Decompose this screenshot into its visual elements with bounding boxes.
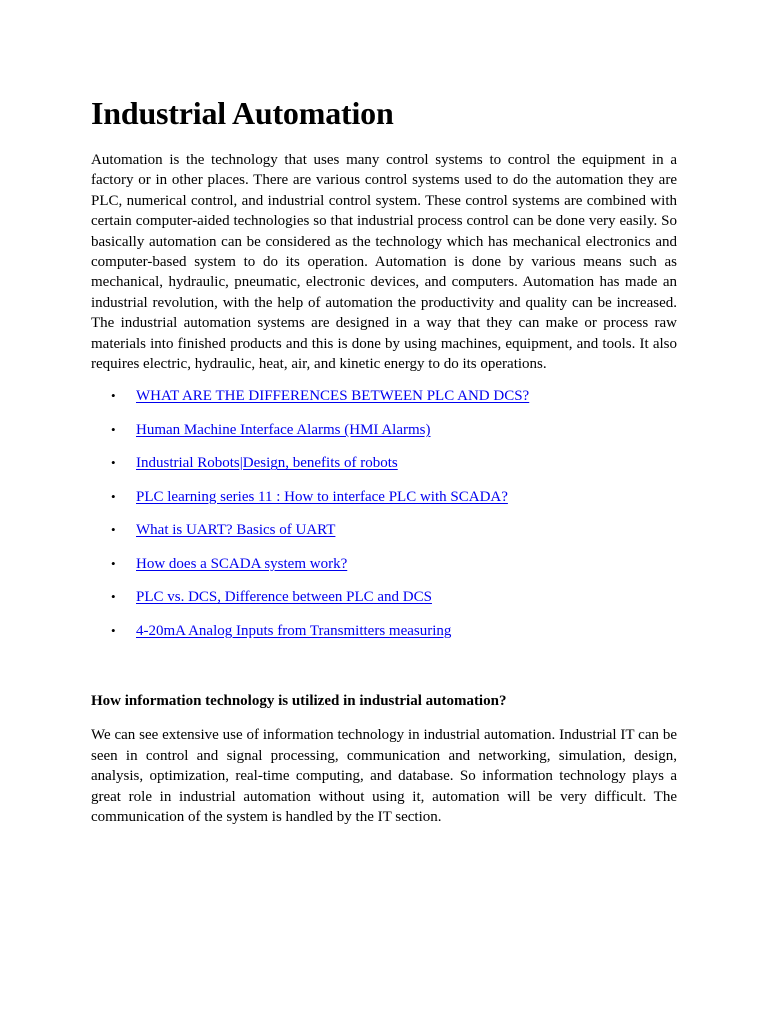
bullet-icon: •: [111, 522, 116, 538]
list-item: [91, 487, 677, 521]
list-item: [91, 621, 677, 655]
section-paragraph: We can see extensive use of information technology in industrial automation. Industrial IT can be seen in control and signal processing, communication and networking, simulation, design, analysis, optimization, real-time computing, and database. So information technology plays a great role in industrial automation without using it, automation will be very difficult. The communication of the system is handled by the IT section.: [91, 727, 677, 826]
bullet-icon: •: [111, 388, 116, 404]
link-uart-basics[interactable]: What is UART? Basics of UART: [136, 522, 336, 539]
bullet-icon: •: [111, 555, 116, 571]
intro-paragraph: Automation is the technology that uses many control systems to control the equipment in a factory or in other places. There are various control systems used to do the automation they are PLC, numerical control, and industrial control system. These control systems are combined with certain computer-aided technologies so that industrial process control can be done very easily. So basically automation can be considered as the technology which has mechanical electronics and computer-based system to do its operation. Automation is done by various means such as mechanical, hydraulic, pneumatic, electronic devices, and computers. Automation has made an industrial revolution, with the help of automation the productivity and quality can be increased. The industrial automation systems are designed in a way that they can make or process raw materials into finished products and this is done by using machines, equipment, and tools. It also requires electric, hydraulic, heat, air, and kinetic energy to do its operations.: [91, 152, 677, 373]
list-item: [91, 453, 677, 487]
link-4-20ma-analog-inputs[interactable]: 4-20mA Analog Inputs from Transmitters measuring: [136, 622, 452, 639]
bullet-icon: •: [111, 421, 116, 437]
section-heading: How information technology is utilized in industrial automation?: [91, 693, 507, 710]
bullet-icon: •: [111, 622, 116, 638]
bullet-icon: •: [111, 455, 116, 471]
link-hmi-alarms[interactable]: Human Machine Interface Alarms (HMI Alarms): [136, 421, 431, 438]
list-item: [91, 554, 677, 588]
document-content: [91, 92, 677, 828]
bullet-icon: •: [111, 488, 116, 504]
list-item: [91, 520, 677, 554]
link-plc-vs-dcs[interactable]: PLC vs. DCS, Difference between PLC and DCS: [136, 589, 432, 606]
list-item: [91, 587, 677, 621]
bullet-icon: •: [111, 589, 116, 605]
link-plc-scada-interface[interactable]: PLC learning series 11 : How to interface PLC with SCADA?: [136, 488, 508, 505]
link-industrial-robots[interactable]: Industrial Robots|Design, benefits of robots: [136, 455, 398, 472]
page-title: Industrial Automation: [91, 95, 394, 131]
link-scada-system-work[interactable]: How does a SCADA system work?: [136, 555, 348, 572]
link-plc-vs-dcs-differences[interactable]: WHAT ARE THE DIFFERENCES BETWEEN PLC AND DCS?: [136, 388, 530, 405]
list-item: [91, 420, 677, 454]
related-links-list: [91, 386, 677, 654]
list-item: [91, 386, 677, 420]
